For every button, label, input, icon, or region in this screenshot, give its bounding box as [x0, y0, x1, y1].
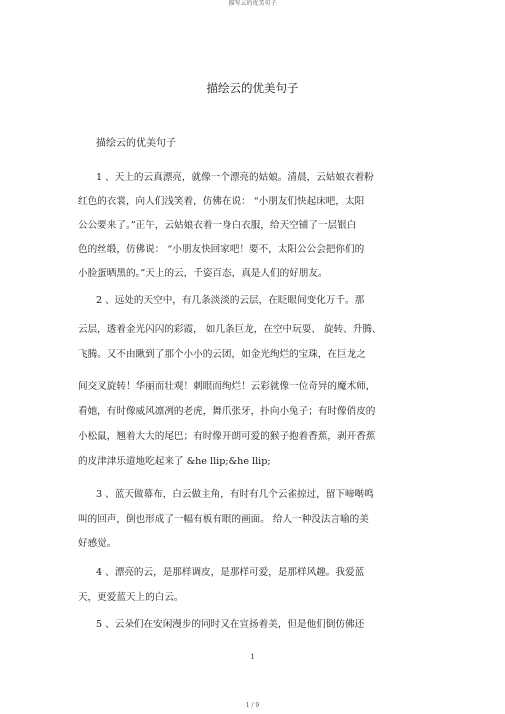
section-subtitle: 描绘云的优美句子 — [96, 138, 176, 149]
body-line: 1 、天上的云真漂亮，就像一个漂亮的姑娘。清晨，云姑娘衣着粉 — [96, 172, 374, 183]
body-line: 飞腾。又不由瞅到了那个小小的云团，如金光绚烂的宝珠，在巨龙之 — [78, 349, 366, 360]
body-line: 红色的衣裳，向人们浅笑着，仿佛在说： “小朋友们快起床吧，太阳 — [78, 196, 365, 207]
body-line: 5 、云朵们在安闲漫步的同时又在宣扬着美，但是他们倒仿佛还 — [96, 619, 365, 630]
body-line: 好感觉。 — [78, 538, 117, 549]
body-line: 云层，透着金光闪闪的彩霞， 如几条巨龙，在空中玩耍、 旋转、升腾、 — [78, 324, 382, 335]
body-line: 叫的回声，倒也形成了一幅有板有眼的画面。 给人一种没法言喻的美 — [78, 514, 369, 525]
body-line: 2 、远处的天空中，有几条淡淡的云层，在眨眼间变化万千。那 — [96, 295, 365, 306]
page-title: 描绘云的优美句子 — [206, 81, 299, 95]
page-footer: 1 / 9 — [245, 702, 260, 709]
body-line: 公公要来了。”正午，云姑娘衣着一身白衣服，给天空铺了一层银白 — [78, 220, 357, 231]
body-line: 天，更爱蓝天上的白云。 — [78, 592, 184, 603]
body-line: 小松鼠，翘着大大的尾巴；有时像开朗可爱的猴子抱着香蕉，剥开香蕉 — [78, 431, 376, 442]
body-line: 4 、漂亮的云，是那样调皮，是那样可爱，是那样风趣。我爱蓝 — [96, 567, 365, 578]
running-header: 描写云的优美句子 — [228, 0, 277, 7]
body-line: 小脸蛋晒黑的。”天上的云，千姿百态，真是人们的好朋友。 — [78, 268, 328, 279]
page-number: 1 — [250, 653, 255, 661]
body-line: 色的丝缎，仿佛说： “小朋友快回家吧！要不，太阳公公会把你们的 — [78, 244, 365, 255]
body-line: 3 、蓝天做幕布，白云做主角，有时有几个云雀掠过，留下啼啭鸣 — [96, 489, 374, 500]
body-line: 间交叉旋转！华丽而壮观！刺眼而绚烂！云彩就像一位奇异的魔术师， — [78, 381, 376, 392]
body-line: 的皮津津乐道地吃起来了 &he llip;&he llip; — [78, 456, 271, 467]
body-line: 看她，有时像威风凛冽的老虎，舞爪张牙，扑向小兔子；有时像俏皮的 — [78, 406, 376, 417]
